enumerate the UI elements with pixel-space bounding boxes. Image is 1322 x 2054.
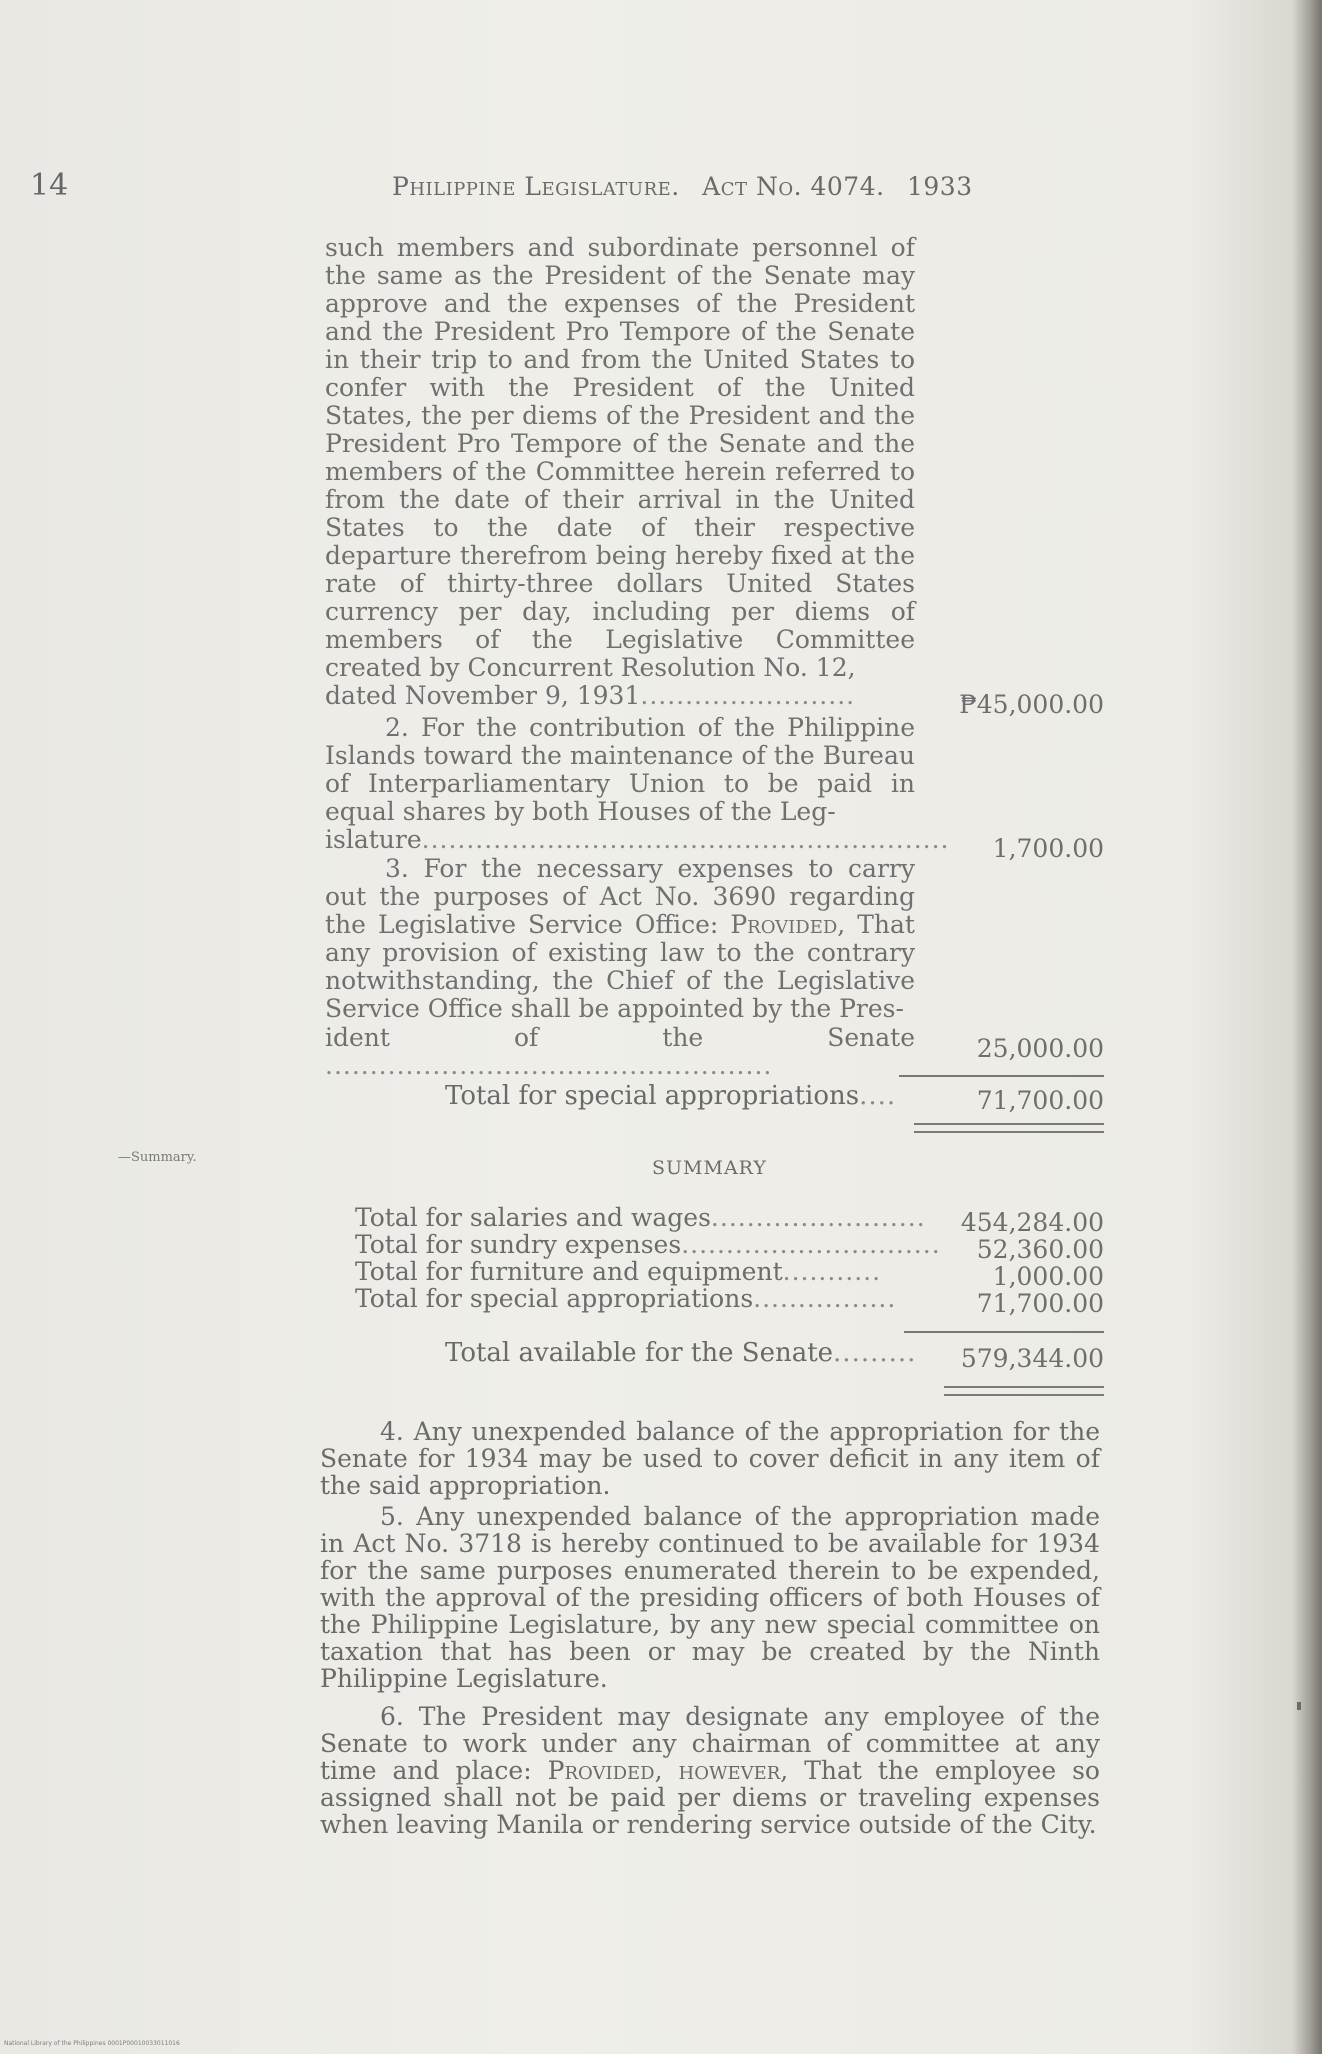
double-rule: [914, 1123, 1104, 1133]
summary-total-amount: 579,344.00: [960, 1344, 1104, 1373]
paragraph-5: 5. Any unexpended balance of the appropriation made in Act No. 3718 is hereby continued to be available for 1934 for the same purposes enumerated therein to be expended, with the approval of the presiding officers of both Houses of the Philippine Legislature, by any new special committee on taxation that has been or may be created by the Ninth Philippine Legislature.: [320, 1502, 1100, 1693]
summary-row-amount: 52,360.00: [976, 1235, 1104, 1264]
summary-row: Total for sundry expenses.............................: [355, 1230, 941, 1259]
item-1: [325, 234, 915, 710]
special-total-label: Total for special appropriations....: [445, 1081, 897, 1111]
scan-footer: National Library of the Philippines 0001P00010033011016: [4, 2040, 180, 2047]
summary-row-amount: 71,700.00: [976, 1289, 1104, 1318]
item-3-last-line: ident of the Senate ..................................................: [325, 1023, 915, 1080]
summary-row-amount: 1,000.00: [992, 1262, 1104, 1291]
summary-row: Total for special appropriations................: [355, 1284, 897, 1313]
running-head-act: Act No. 4074.: [702, 172, 885, 201]
paragraph-4: 4. Any unexpended balance of the appropriation for the Senate for 1934 may be used to cover deficit in any item of the said appropriation.: [320, 1417, 1100, 1500]
item-2-text: 2. For the contribution of the Philippine Islands toward the maintenance of the Bureau of Interparliamentary Union to be paid in equal shares by both Houses of the Leg-: [325, 713, 915, 826]
summary-rule: [904, 1331, 1104, 1333]
running-head-title: Philippine Legislature.: [392, 172, 680, 201]
summary-row: Total for salaries and wages........................: [355, 1203, 926, 1232]
double-rule: [944, 1386, 1104, 1396]
item-2-last-line: islature...........................................................: [325, 825, 950, 854]
running-head: [392, 172, 987, 201]
summary-row-amount: 454,284.00: [960, 1208, 1104, 1237]
item-1-last-line: dated November 9, 1931........................: [325, 681, 856, 710]
item-3: [325, 855, 915, 1023]
margin-mark: [1297, 1702, 1301, 1710]
item-1-text: such members and subordinate personnel of the same as the President of the Senate may approve and the expenses of the President and the President Pro Tempore of the Senate in their trip to and from the United States to confer with the President of the United States, the per diems of the President and the President Pro Tempore of the Senate and the members of the Committee herein referred to from the date of their arrival in the United States to the date of their respective departure therefrom being hereby fixed at the rate of thirty-three dollars United States currency per day, including per diems of members of the Legislative Committee created by Concurrent Resolution No. 12,: [325, 233, 915, 682]
summary-row: Total for furniture and equipment...........: [355, 1257, 882, 1286]
margin-note: —Summary.: [118, 1150, 197, 1165]
special-total-amount: 71,700.00: [976, 1086, 1104, 1115]
item-3-text: 3. For the necessary expenses to carry out the purposes of Act No. 3690 regarding the Legislative Service Office:: [325, 854, 915, 939]
page-edge-shadow: [1292, 0, 1322, 2054]
paragraph-6-provided: Provided, however,: [547, 1756, 789, 1785]
summary-heading: SUMMARY: [652, 1157, 767, 1179]
paragraph-6: 6. The President may designate any employee of the Senate to work under any chairman of committee at any time and place: Provided, however, That the employee so assigned shall not be paid per diems or traveling expenses when leaving Manila or rendering service outside of the City.: [320, 1702, 1100, 1839]
summary-total-label: Total available for the Senate.........: [445, 1338, 917, 1368]
item-2: [325, 714, 915, 826]
page-number: 14: [30, 168, 69, 203]
item-3-provided: Provided,: [730, 910, 846, 939]
item-1-amount: ₱45,000.00: [959, 690, 1104, 719]
item-2-amount: 1,700.00: [992, 834, 1104, 863]
subtotal-rule: [899, 1075, 1104, 1077]
item-3-text-b: That any provision of existing law to the contrary notwithstanding, the Chief of the Legislative Service Office shall be appointed by the Pres-: [325, 910, 915, 1023]
item-3-amount: 25,000.00: [976, 1034, 1104, 1063]
running-head-year: 1933: [907, 172, 973, 201]
